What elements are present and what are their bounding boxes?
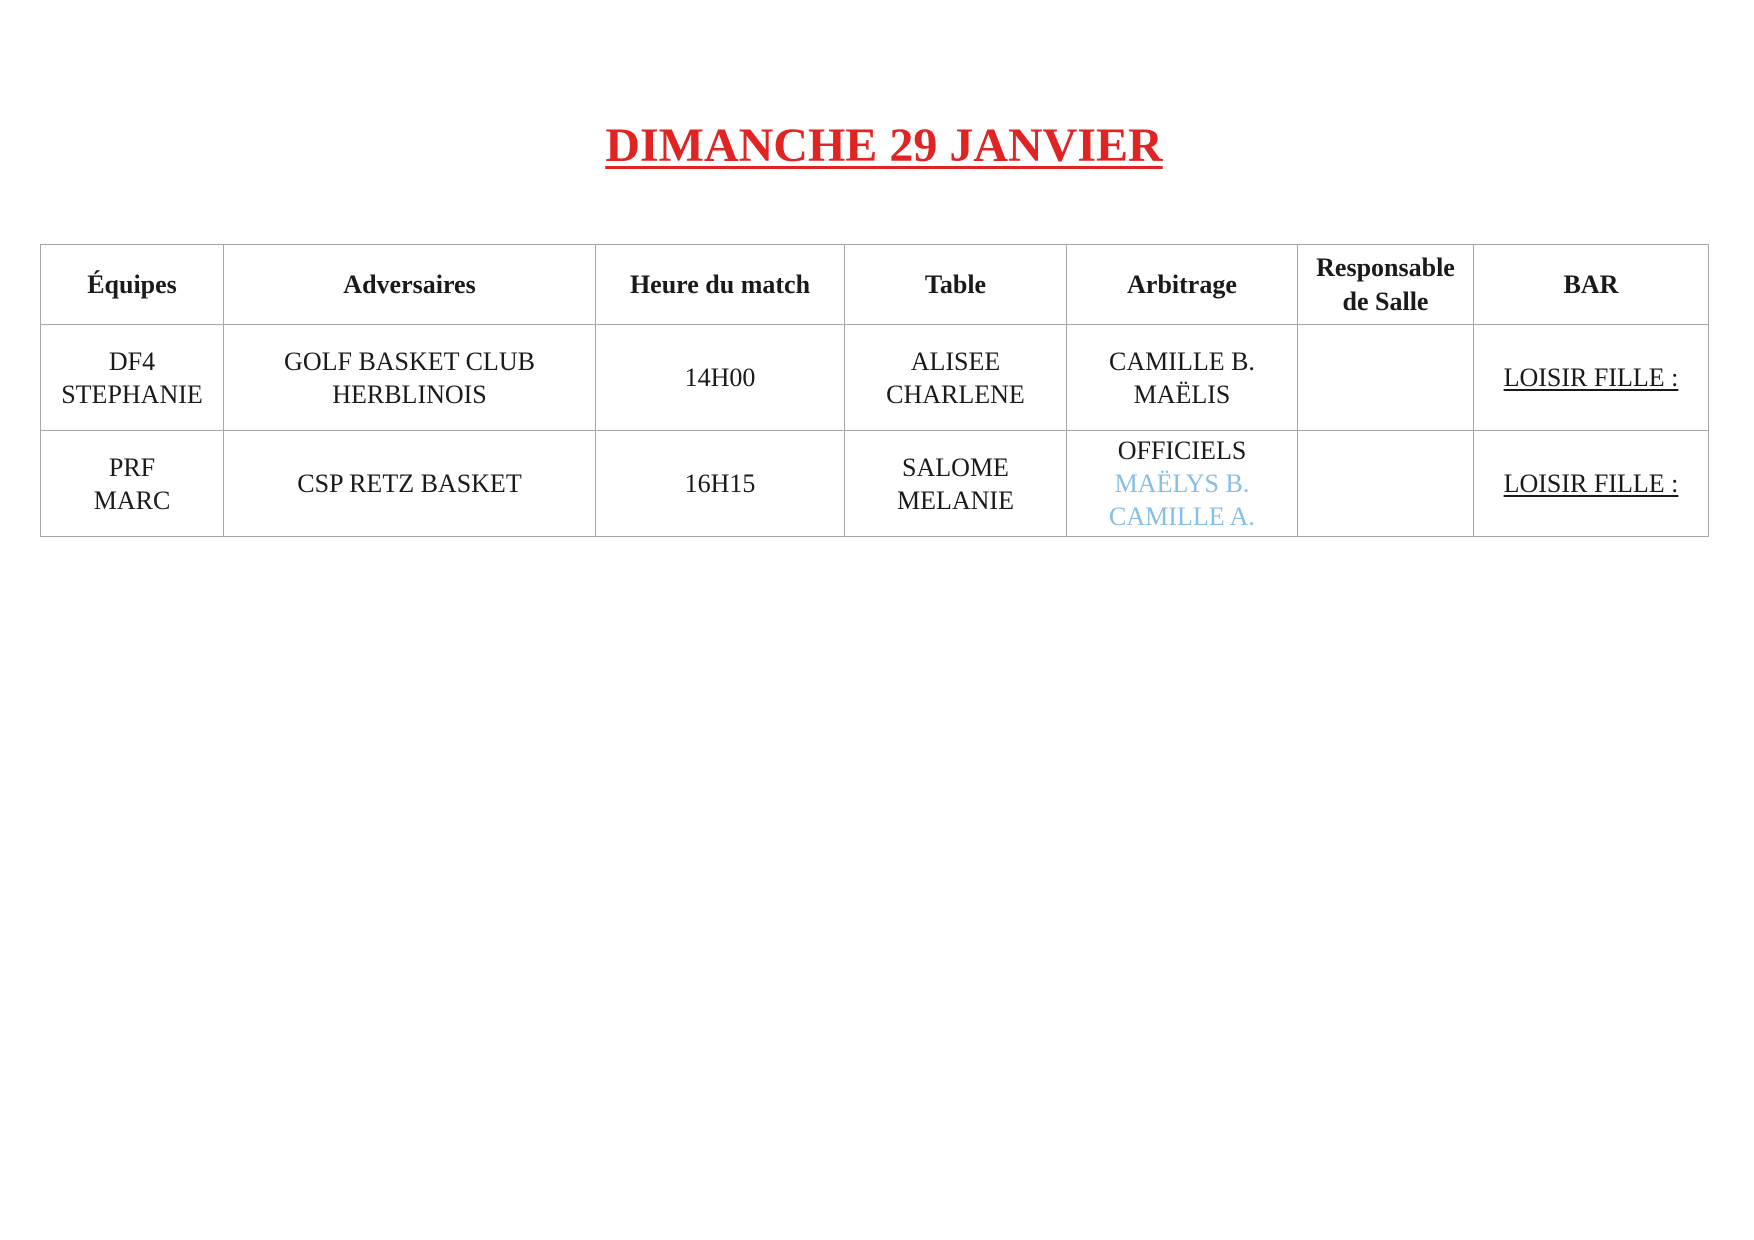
header-adversaires: Adversaires <box>224 245 596 325</box>
schedule-table <box>40 244 1709 537</box>
cell-heure: 16H15 <box>596 431 845 537</box>
cell-bar <box>1474 431 1709 537</box>
cell-heure: 14H00 <box>596 325 845 431</box>
equipe-name: DF4 <box>108 346 156 376</box>
cell-adversaire <box>224 325 596 431</box>
adversaire-line2: HERBLINOIS <box>332 379 487 409</box>
bar-assignment: LOISIR FILLE : <box>1503 363 1679 392</box>
equipe-coach: MARC <box>93 485 171 515</box>
header-equipes: Équipes <box>41 245 224 325</box>
arbitre-1: MAËLYS B. <box>1114 469 1250 498</box>
table-person-2: MELANIE <box>897 485 1014 515</box>
adversaire-line1: GOLF BASKET CLUB <box>284 346 535 376</box>
table-person-2: CHARLENE <box>886 379 1025 409</box>
cell-arbitrage <box>1067 325 1298 431</box>
cell-adversaire <box>224 431 596 537</box>
cell-equipe <box>41 325 224 431</box>
cell-responsable <box>1298 325 1474 431</box>
page-title: DIMANCHE 29 JANVIER <box>605 119 1163 172</box>
bar-assignment: LOISIR FILLE : <box>1503 469 1679 498</box>
arbitre-1: CAMILLE B. <box>1109 346 1255 376</box>
arbitre-2: CAMILLE A. <box>1109 502 1255 531</box>
header-responsable-line2: de Salle <box>1342 286 1429 316</box>
header-responsable-line1: Responsable <box>1316 252 1455 282</box>
table-person-1: SALOME <box>902 452 1009 482</box>
equipe-name: PRF <box>108 452 156 482</box>
header-table: Table <box>845 245 1067 325</box>
header-bar: BAR <box>1474 245 1709 325</box>
header-responsable <box>1298 245 1474 325</box>
cell-equipe <box>41 431 224 537</box>
table-person-1: ALISEE <box>910 346 1001 376</box>
table-row <box>41 325 1709 431</box>
cell-bar <box>1474 325 1709 431</box>
header-heure: Heure du match <box>596 245 845 325</box>
arbitre-2: MAËLIS <box>1133 379 1231 409</box>
adversaire-line1: CSP RETZ BASKET <box>297 469 522 498</box>
header-row <box>41 245 1709 325</box>
cell-arbitrage <box>1067 431 1298 537</box>
equipe-coach: STEPHANIE <box>61 379 203 409</box>
arbitrage-officiels-label: OFFICIELS <box>1117 436 1247 465</box>
header-arbitrage: Arbitrage <box>1067 245 1298 325</box>
table-row <box>41 431 1709 537</box>
cell-table <box>845 325 1067 431</box>
cell-table <box>845 431 1067 537</box>
cell-responsable <box>1298 431 1474 537</box>
